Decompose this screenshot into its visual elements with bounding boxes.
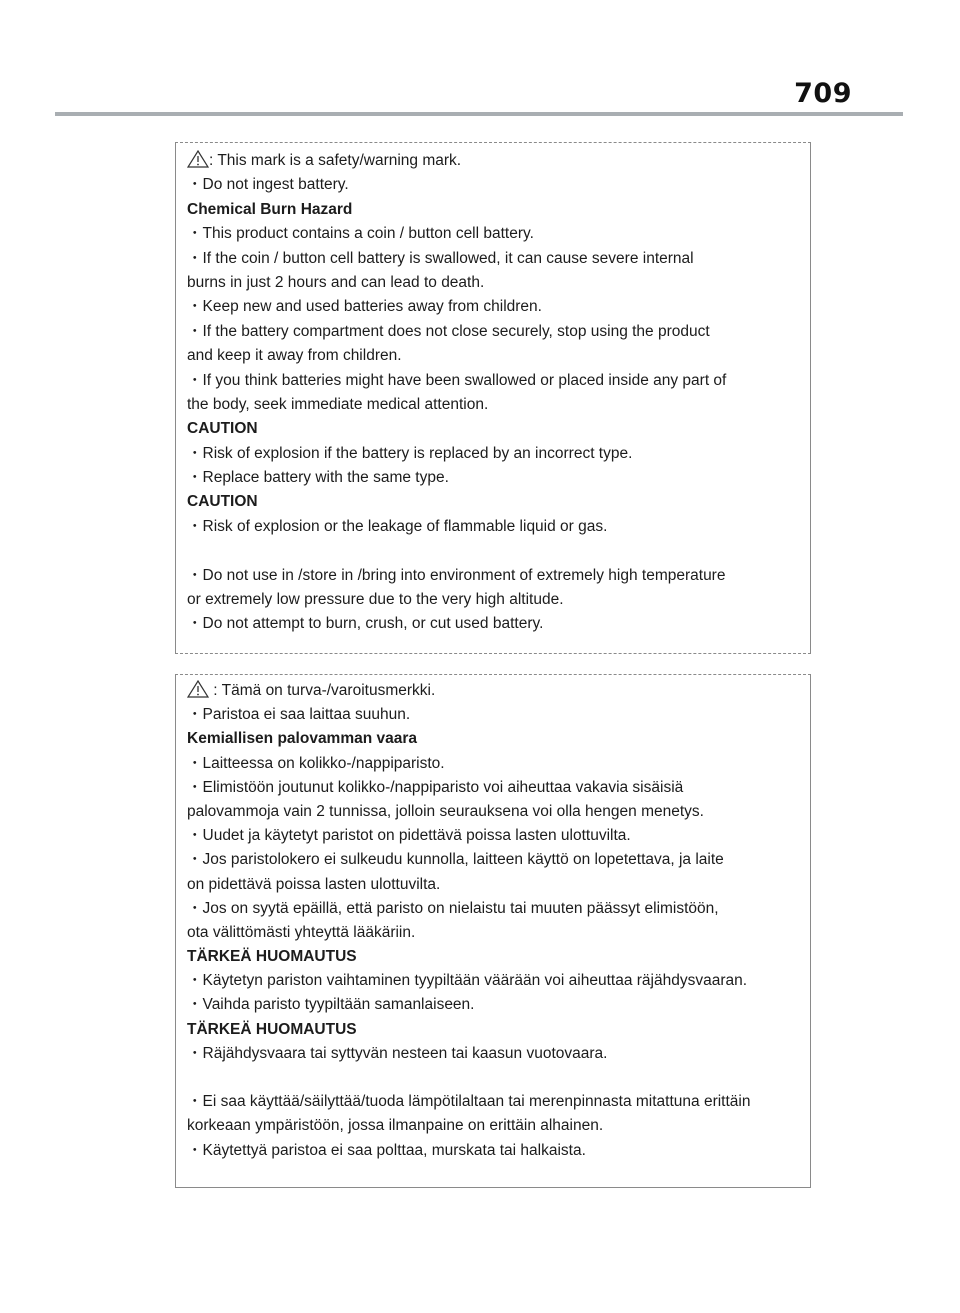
blank-line xyxy=(187,1066,800,1090)
text-line: ・Uudet ja käytetyt paristot on pidettävä poissa lasten ulottuvilta. xyxy=(187,827,631,845)
text-line: on pidettävä poissa lasten ulottuvilta. xyxy=(187,875,441,893)
text-line: the body, seek immediate medical attention. xyxy=(187,395,489,413)
section-heading: Chemical Burn Hazard xyxy=(187,200,353,218)
english-text-body xyxy=(187,173,800,636)
text-line: ・Do not attempt to burn, crush, or cut used battery. xyxy=(187,615,544,633)
text-line: ・Risk of explosion if the battery is replaced by an incorrect type. xyxy=(187,444,633,462)
warning-mark-text: : Tämä on turva-/varoitusmerkki. xyxy=(209,682,436,699)
text-line: ・Vaihda paristo tyypiltään samanlaiseen. xyxy=(187,996,475,1014)
text-line: korkeaan ympäristöön, jossa ilmanpaine on erittäin alhainen. xyxy=(187,1117,604,1135)
warning-mark-text: : This mark is a safety/warning mark. xyxy=(209,152,462,169)
text-line: ・If you think batteries might have been swallowed or placed inside any part of xyxy=(187,371,727,389)
text-line: ・Käytettyä paristoa ei saa polttaa, murskata tai halkaista. xyxy=(187,1141,586,1159)
text-line: ・Jos on syytä epäillä, että paristo on nielaistu tai muuten päässyt elimistöön, xyxy=(187,899,719,917)
blank-line xyxy=(187,539,800,563)
text-line: ・Elimistöön joutunut kolikko-/nappiparisto voi aiheuttaa vakavia sisäisiä xyxy=(187,778,684,796)
section-heading: Kemiallisen palovamman vaara xyxy=(187,730,418,748)
warning-triangle-icon xyxy=(187,680,209,698)
header-rule xyxy=(55,112,903,116)
text-line: ・Replace battery with the same type. xyxy=(187,469,449,487)
section-heading: CAUTION xyxy=(187,420,258,438)
text-line: ・Paristoa ei saa laittaa suuhun. xyxy=(187,706,411,724)
warning-mark-line xyxy=(187,149,800,173)
text-line: palovammoja vain 2 tunnissa, jolloin seurauksena voi olla hengen menetys. xyxy=(187,802,704,820)
text-line: and keep it away from children. xyxy=(187,347,402,365)
section-heading: TÄRKEÄ HUOMAUTUS xyxy=(187,948,357,966)
text-line: ・Do not use in /store in /bring into environment of extremely high temperature xyxy=(187,566,726,584)
warning-mark-line xyxy=(187,679,800,703)
english-warning-box xyxy=(175,142,811,654)
text-line: ・Keep new and used batteries away from children. xyxy=(187,298,542,316)
text-line: ・If the battery compartment does not close securely, stop using the product xyxy=(187,322,710,340)
text-line: ・Käytetyn pariston vaihtaminen tyypiltään väärään voi aiheuttaa räjähdysvaaran. xyxy=(187,972,748,990)
text-line: ・Jos paristolokero ei sulkeudu kunnolla, laitteen käyttö on lopetettava, ja laite xyxy=(187,851,724,869)
warning-triangle-icon xyxy=(187,150,209,168)
text-line: ota välittömästi yhteyttä lääkäriin. xyxy=(187,923,416,941)
text-line: ・Laitteessa on kolikko-/nappiparisto. xyxy=(187,754,445,772)
text-line: ・Risk of explosion or the leakage of flammable liquid or gas. xyxy=(187,517,608,535)
text-line: ・If the coin / button cell battery is swallowed, it can cause severe internal xyxy=(187,249,694,267)
finnish-warning-box xyxy=(175,674,811,1188)
text-line: ・Ei saa käyttää/säilyttää/tuoda lämpötilaltaan tai merenpinnasta mitattuna erittäin xyxy=(187,1093,751,1111)
text-line: burns in just 2 hours and can lead to death. xyxy=(187,273,485,291)
section-heading: CAUTION xyxy=(187,493,258,511)
page-number: 709 xyxy=(794,78,852,109)
text-line: or extremely low pressure due to the very high altitude. xyxy=(187,591,564,609)
text-line: ・Räjähdysvaara tai syttyvän nesteen tai kaasun vuotovaara. xyxy=(187,1044,608,1062)
finnish-text-body xyxy=(187,703,800,1163)
section-heading: TÄRKEÄ HUOMAUTUS xyxy=(187,1020,357,1038)
text-line: ・This product contains a coin / button cell battery. xyxy=(187,225,534,243)
text-line: ・Do not ingest battery. xyxy=(187,176,349,194)
